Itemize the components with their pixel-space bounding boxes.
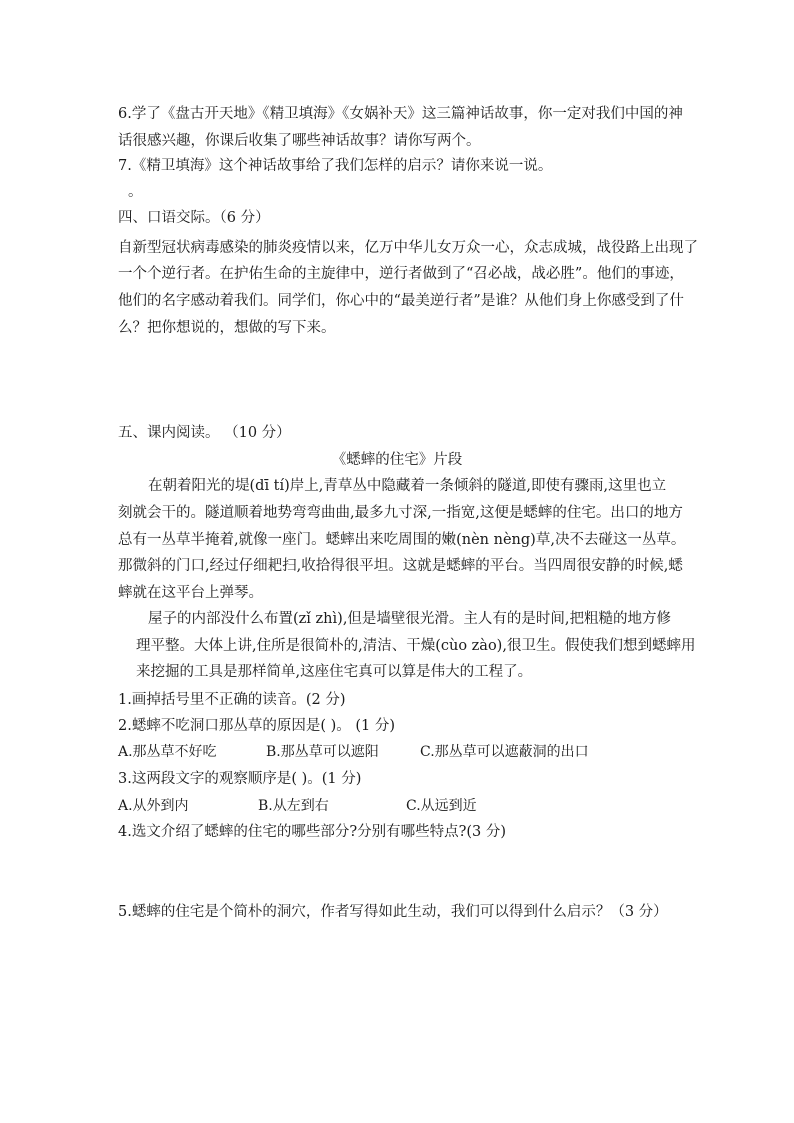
question-1: 1.画掉括号里不正确的读音。(2 分) [118, 692, 346, 708]
section-4-heading: 四、口语交际。（6 分） [118, 210, 270, 226]
passage-paragraph-1-line: 刻就会干的。隧道顺着地势弯弯曲曲,最多九寸深,一指宽,这便是蟋蟀的住宅。出口的地方 [118, 505, 683, 521]
section-4-text-line: 自新型冠状病毒感染的肺炎疫情以来，亿万中华儿女万众一心，众志成城，战役路上出现了 [118, 240, 698, 256]
question-6-line-1: 6.学了《盘古开天地》《精卫填海》《女娲补天》这三篇神话故事，你一定对我们中国的神 [118, 106, 683, 122]
passage-title: 《蟋蟀的住宅》片段 [331, 452, 463, 468]
question-3-option-b: B.从左到右 [258, 798, 329, 814]
section-4-text-line: 他们的名字感动着我们。同学们，你心中的“最美逆行者”是谁？从他们身上你感受到了什 [118, 293, 684, 309]
question-7: 7.《精卫填海》这个神话故事给了我们怎样的启示？请你来说一说。 [118, 158, 553, 174]
question-6-line-2: 话很感兴趣，你课后收集了哪些神话故事？请你写两个。 [118, 133, 481, 149]
question-3-option-a: A.从外到内 [118, 798, 189, 814]
passage-paragraph-1-line: 总有一丛草半掩着,就像一座门。蟋蟀出来吃周围的嫩(nèn nèng)草,决不去碰这一丛草。 [118, 532, 686, 548]
question-2-option-b: B.那丛草可以遮阳 [266, 744, 379, 760]
question-4: 4.选文介绍了蟋蟀的住宅的哪些部分?分别有哪些特点?(3 分) [118, 824, 507, 840]
question-2: 2.蟋蟀不吃洞口那丛草的原因是( )。 (1 分) [118, 718, 396, 734]
section-4-text-line: 么？把你想说的，想做的写下来。 [118, 320, 336, 336]
question-7-answer-mark: 。 [128, 184, 143, 200]
question-3: 3.这两段文字的观察顺序是( )。(1 分) [118, 771, 362, 787]
section-4-text-line: 一个个逆行者。在护佑生命的主旋律中，逆行者做到了“召必战，战必胜”。他们的事迹， [118, 266, 684, 282]
question-3-option-c: C.从远到近 [406, 798, 477, 814]
section-5-heading: 五、课内阅读。 （10 分） [118, 425, 291, 441]
passage-paragraph-1-line: 蟀就在这平台上弹琴。 [118, 585, 263, 601]
question-2-option-a: A.那丛草不好吃 [118, 744, 217, 760]
question-5: 5.蟋蟀的住宅是个简朴的洞穴，作者写得如此生动，我们可以得到什么启示？（3 分） [118, 904, 668, 920]
passage-paragraph-2-line: 来挖掘的工具是那样简单,这座住宅真可以算是伟大的工程了。 [136, 664, 533, 680]
passage-paragraph-1-line: 那微斜的门口,经过仔细耙扫,收拾得很平坦。这就是蟋蟀的平台。当四周很安静的时候,蟋 [118, 558, 683, 574]
passage-paragraph-2-line: 屋子的内部没什么布置(zǐ zhì),但是墙壁很光滑。主人有的是时间,把粗糙的地方修 [148, 611, 672, 627]
passage-paragraph-2-line: 理平整。大体上讲,住所是很简朴的,清洁、干燥(cùo zào),很卫生。假使我们想到蟋蟀用 [136, 638, 696, 654]
passage-paragraph-1-line: 在朝着阳光的堤(dī tí)岸上,青草丛中隐藏着一条倾斜的隧道,即使有骤雨,这里也立 [148, 478, 667, 494]
question-2-option-c: C.那丛草可以遮蔽洞的出口 [420, 744, 589, 760]
